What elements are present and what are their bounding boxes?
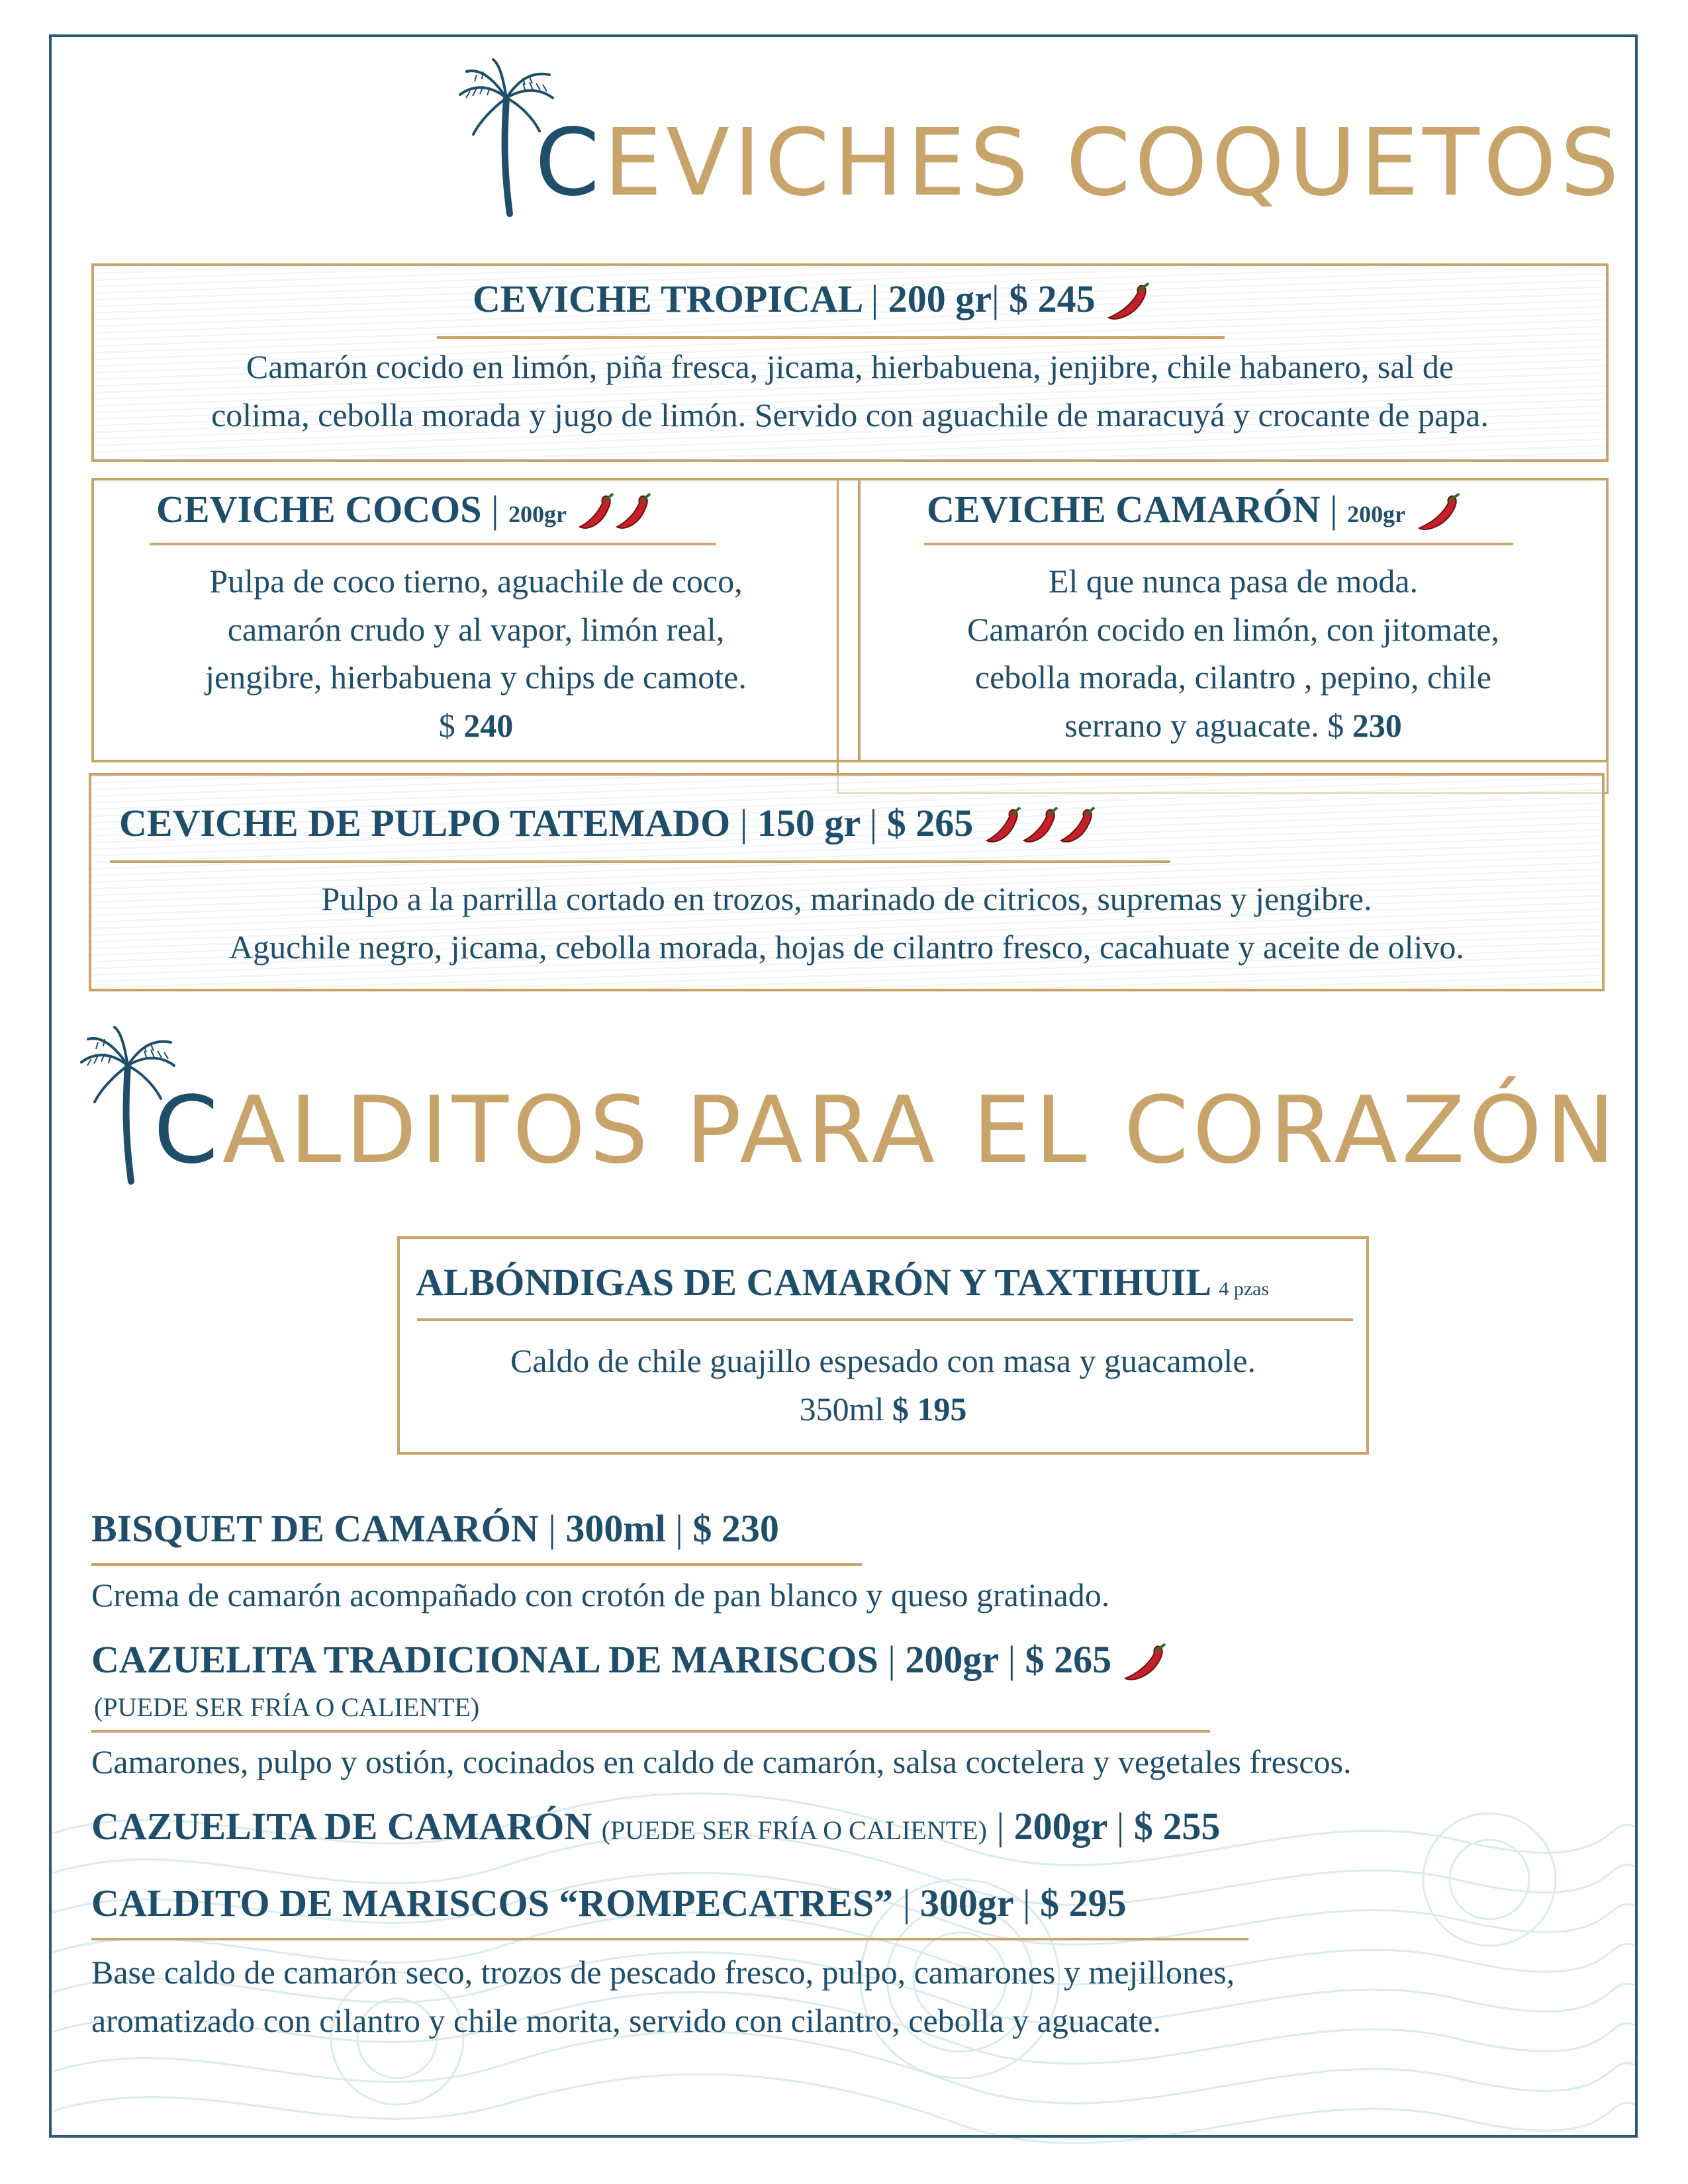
item-title: ALBÓNDIGAS DE CAMARÓN Y TAXTIHUIL 4 pzas [416,1261,1270,1304]
item-note: (PUEDE SER FRÍA O CALIENTE) [94,1692,480,1722]
chili-pepper-icon [576,492,655,535]
item-title: CEVICHE DE PULPO TATEMADO | 150 gr | $ 265 [119,801,1100,848]
item-title-cazuelita-tradicional: CAZUELITA TRADICIONAL DE MARISCOS | 200gr | $ 265 [91,1637,1168,1685]
title-underline [437,336,1225,339]
item-title-cazuelita-camaron: CAZUELITA DE CAMARÓN (PUEDE SER FRÍA O CALIENTE) | 200gr | $ 255 [91,1805,1221,1848]
item-description: El que nunca pasa de moda. Camarón cocido en limón, con jitomate, cebolla morada, cilantro , pepino, chile serrano y aguacate. $ 230 [967,563,1499,744]
section-title-calditos: C ALDITOS PARA EL CORAZÓN [154,1077,1619,1185]
item-title: CEVICHE TROPICAL | 200 gr| $ 245 [473,277,1151,324]
title-underline [91,1938,1248,1940]
chili-pepper-icon [1105,282,1151,324]
item-description: Crema de camarón acompañado con crotón de pan blanco y queso gratinado. [91,1576,1110,1614]
chili-pepper-icon [1415,492,1462,535]
item-title-caldito-mariscos: CALDITO DE MARISCOS “ROMPECATRES” | 300gr | $ 295 [91,1882,1127,1925]
item-title: CEVICHE CAMARÓN | 200gr [927,487,1462,535]
chili-pepper-icon [983,806,1100,848]
title-underline [417,1318,1353,1321]
title-underline [924,543,1513,545]
title-underline [150,543,716,545]
item-title: CEVICHE COCOS | 200gr [156,487,655,535]
title-underline [91,1563,862,1566]
item-description: Pulpo a la parrilla cortado en trozos, marinado de citricos, supremas y jengibre. Aguchile negro, jicama, cebolla morada, hojas de cilantro fresco, cacahuate y aceite de olivo. [229,880,1464,966]
title-underline [91,1730,1210,1733]
chili-pepper-icon [1121,1643,1168,1685]
item-title-bisquet: BISQUET DE CAMARÓN | 300ml | $ 230 [91,1507,779,1550]
title-underline [110,860,1170,863]
item-description: Pulpa de coco tierno, aguachile de coco, camarón crudo y al vapor, limón real, jengibre, hierbabuena y chips de camote. $ 240 [205,563,747,744]
item-description: Caldo de chile guajillo espesado con masa y guacamole. 350ml $ 195 [510,1342,1256,1428]
item-description: Camarón cocido en limón, piña fresca, jicama, hierbabuena, jenjibre, chile habanero, sal de colima, cebolla morada y jugo de limón. Servido con aguachile de maracuyá y crocante de papa. [211,348,1489,433]
item-description: Camarones, pulpo y ostión, cocinados en caldo de camarón, salsa coctelera y vegetales frescos. [91,1743,1352,1780]
section-title-ceviches: C EVICHES COQUETOS [535,109,1623,217]
item-description: Base caldo de camarón seco, trozos de pescado fresco, pulpo, camarones y mejillones, aromatizado con cilantro y chile morita, servido con cilantro, cebolla y aguacate. [91,1954,1235,2039]
